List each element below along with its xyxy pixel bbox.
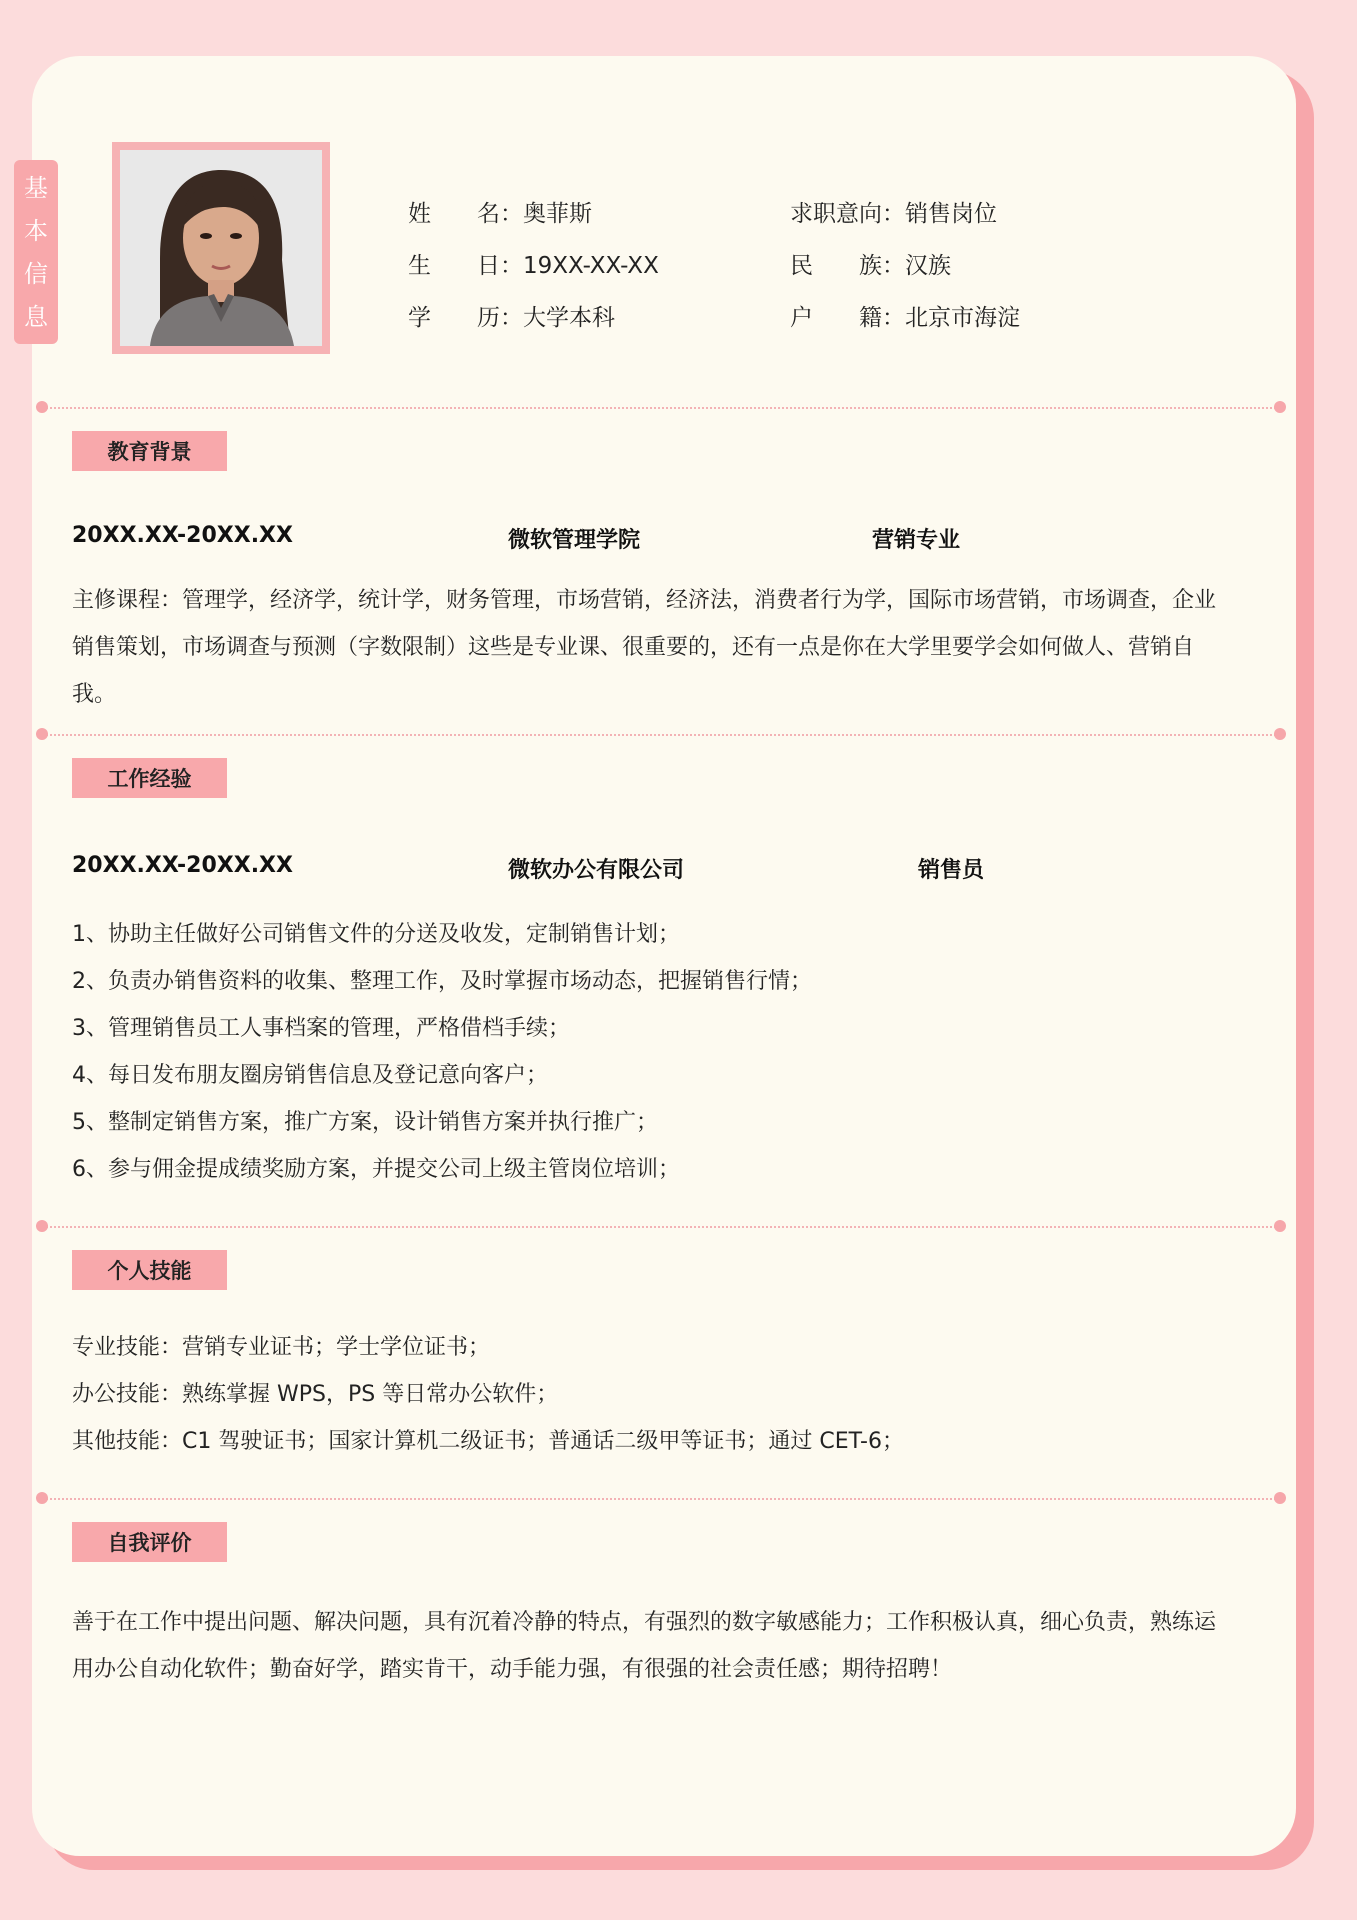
divider-dot [1274,728,1286,740]
section-heading-education: 教育背景 [72,431,227,471]
self-eval-text: 善于在工作中提出问题、解决问题，具有沉着冷静的特点，有强烈的数字敏感能力；工作积极认真，细心负责，熟练运用办公自动化软件；勤奋好学，踏实肯干，动手能力强，有很强的社会责任感；期待招聘！ [72,1610,1217,1682]
job-intent-label: 求职意向： [790,201,905,227]
work-company: 微软办公有限公司 [508,858,685,883]
tab-char: 基 [24,173,48,202]
education-period: 20XX.XX-20XX.XX [72,523,293,548]
education-label: 学 历： [408,305,523,331]
education-value: 大学本科 [523,305,615,331]
work-period: 20XX.XX-20XX.XX [72,853,293,878]
info-row-1 [408,195,592,228]
divider [42,1226,1280,1228]
profile-photo-frame [112,142,330,354]
education-courses: 主修课程：管理学，经济学，统计学，财务管理，市场营销，经济法，消费者行为学，国际市场营销，市场调查，企业销售策划，市场调查与预测（字数限制）这些是专业课、很重要的，还有一点是你在大学里要学会如何做人、营销自我。 [72,588,1217,707]
hukou-label: 户 籍： [790,305,905,331]
divider [42,407,1280,409]
work-item: 6、参与佣金提成绩奖励方案，并提交公司上级主管岗位培训； [72,1157,680,1182]
work-item: 3、管理销售员工人事档案的管理，严格借档手续； [72,1016,570,1041]
job-intent-value: 销售岗位 [905,201,997,227]
work-position: 销售员 [918,858,985,883]
work-item: 5、整制定销售方案，推广方案，设计销售方案并执行推广； [72,1110,658,1135]
work-item: 1、协助主任做好公司销售文件的分送及收发，定制销售计划； [72,922,680,947]
divider-dot [36,728,48,740]
divider-dot [1274,401,1286,413]
ethnicity-value: 汉族 [905,253,951,279]
profile-photo [120,150,322,346]
name-value: 奥菲斯 [523,201,592,227]
info-row-2b [790,247,951,280]
tab-char: 信 [24,259,48,288]
basic-info-tab [14,160,58,344]
skill-item: 其他技能：C1 驾驶证书；国家计算机二级证书；普通话二级甲等证书；通过 CET-6； [72,1429,904,1454]
divider-dot [1274,1220,1286,1232]
info-row-1b [790,195,997,228]
education-school: 微软管理学院 [508,528,641,553]
education-major: 营销专业 [872,528,961,553]
divider [42,734,1280,736]
divider [42,1498,1280,1500]
work-item: 2、负责办销售资料的收集、整理工作，及时掌握市场动态，把握销售行情； [72,969,812,994]
skill-item: 办公技能：熟练掌握 WPS，PS 等日常办公软件； [72,1382,559,1407]
divider-dot [1274,1492,1286,1504]
tab-char: 息 [24,302,48,331]
section-heading-self-eval: 自我评价 [72,1522,227,1562]
divider-dot [36,1492,48,1504]
section-heading-skills: 个人技能 [72,1250,227,1290]
ethnicity-label: 民 族： [790,253,905,279]
birthday-value: 19XX-XX-XX [523,253,659,279]
divider-dot [36,401,48,413]
info-row-3b [790,299,1020,332]
name-label: 姓 名： [408,201,523,227]
hukou-value: 北京市海淀 [905,305,1020,331]
section-heading-work: 工作经验 [72,758,227,798]
work-item: 4、每日发布朋友圈房销售信息及登记意向客户； [72,1063,548,1088]
tab-char: 本 [24,216,48,245]
info-row-2 [408,247,659,280]
divider-dot [36,1220,48,1232]
skill-item: 专业技能：营销专业证书；学士学位证书； [72,1335,491,1360]
birthday-label: 生 日： [408,253,523,279]
info-row-3 [408,299,615,332]
